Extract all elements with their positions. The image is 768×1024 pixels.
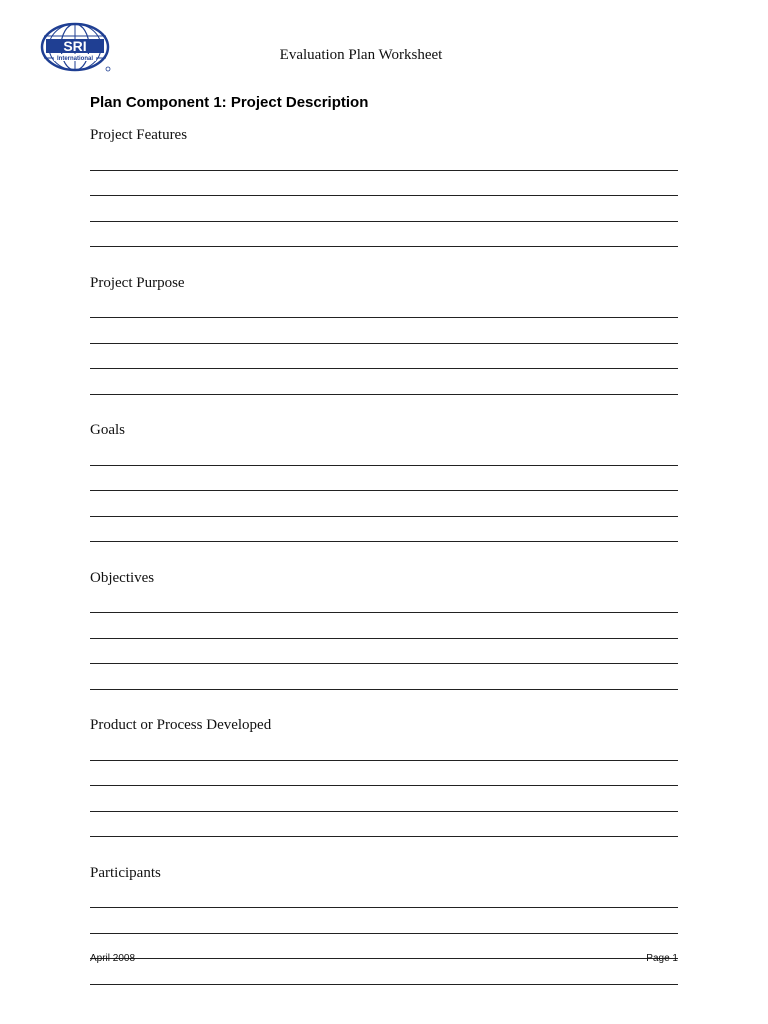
section-goals: [90, 420, 678, 556]
answer-line[interactable]: [90, 440, 678, 466]
answer-line[interactable]: [90, 664, 678, 690]
footer-date: April 2008: [90, 953, 136, 964]
answer-line[interactable]: [90, 588, 678, 614]
answer-line[interactable]: [90, 517, 678, 543]
answer-line[interactable]: [90, 761, 678, 787]
answer-line[interactable]: [90, 369, 678, 395]
footer-page-number: Page 1: [646, 953, 678, 964]
worksheet-body: [90, 93, 678, 998]
answer-line[interactable]: [90, 786, 678, 812]
answer-line[interactable]: [90, 812, 678, 838]
answer-line[interactable]: [90, 613, 678, 639]
section-project-features: [90, 125, 678, 261]
section-label: Product or Process Developed: [90, 717, 272, 733]
answer-line[interactable]: [90, 491, 678, 517]
section-label: Project Features: [90, 127, 188, 143]
answer-line[interactable]: [90, 883, 678, 909]
answer-line[interactable]: [90, 196, 678, 222]
section-project-purpose: [90, 273, 678, 409]
answer-line[interactable]: [90, 639, 678, 665]
answer-line[interactable]: [90, 466, 678, 492]
answer-line[interactable]: [90, 293, 678, 319]
answer-line[interactable]: [90, 171, 678, 197]
component-title: Plan Component 1: Project Description: [90, 94, 369, 111]
section-objectives: [90, 568, 678, 704]
answer-line[interactable]: [90, 934, 678, 960]
section-label: Participants: [90, 864, 161, 881]
answer-line[interactable]: [90, 735, 678, 761]
logo-subtext: International: [56, 56, 94, 62]
answer-line[interactable]: [90, 344, 678, 370]
answer-line[interactable]: [90, 908, 678, 934]
section-label: Goals: [90, 422, 125, 438]
section-label: Objectives: [90, 569, 155, 586]
logo-text: SRI: [63, 38, 87, 54]
answer-line[interactable]: [90, 959, 678, 985]
section-label: Project Purpose: [90, 274, 185, 291]
section-participants: [90, 863, 678, 999]
answer-line[interactable]: [90, 222, 678, 248]
document-title: Evaluation Plan Worksheet: [279, 47, 443, 63]
answer-line[interactable]: [90, 145, 678, 171]
answer-line[interactable]: [90, 318, 678, 344]
section-product-or-process: [90, 715, 678, 851]
